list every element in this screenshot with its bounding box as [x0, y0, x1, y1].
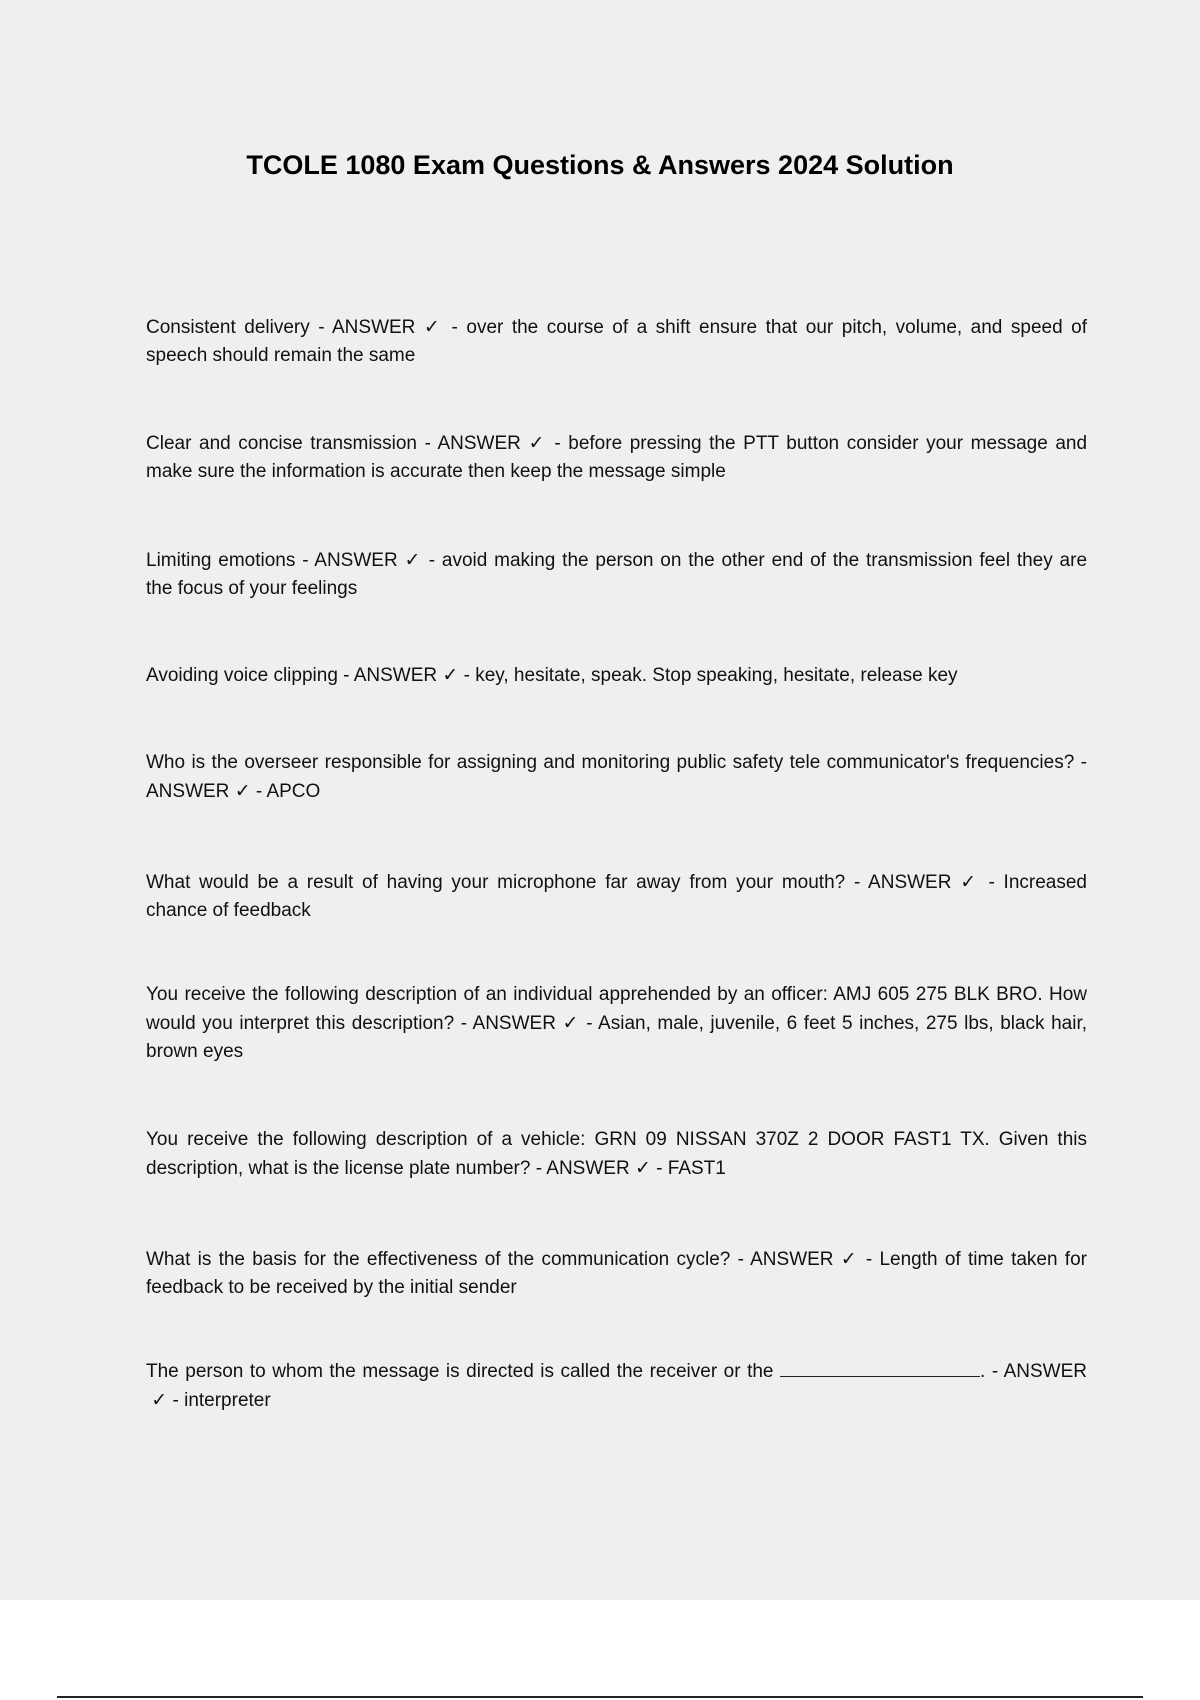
answer-text: FAST1: [667, 1158, 726, 1179]
answer-marker: - ANSWER: [991, 1361, 1087, 1382]
question-suffix: .: [980, 1361, 986, 1382]
answer-marker: - ANSWER: [424, 433, 521, 454]
qa-item: [146, 1245, 1087, 1302]
question-text: Avoiding voice clipping: [146, 665, 338, 686]
answer-marker: - ANSWER: [737, 1249, 834, 1270]
answer-dash: -: [451, 317, 458, 338]
qa-item: [146, 1358, 1087, 1415]
page-divider: [57, 1696, 1143, 1698]
answer-marker: - ANSWER: [343, 665, 438, 686]
answer-marker: - ANSWER: [302, 550, 398, 571]
qa-item: [146, 429, 1087, 486]
checkmark-icon: ✓: [151, 1389, 168, 1411]
document-title: TCOLE 1080 Exam Questions & Answers 2024 Solution: [246, 150, 954, 180]
answer-text: avoid making the person on the other end of the transmission feel they are the focus of your feelings: [146, 550, 1088, 599]
answer-text: before pressing the PTT button consider your message and make sure the information is accurate then keep the message simple: [146, 433, 1088, 482]
answer-dash: -: [554, 433, 561, 454]
checkmark-icon: ✓: [960, 871, 980, 893]
question-text: Consistent delivery: [146, 317, 310, 338]
checkmark-icon: ✓: [634, 1157, 651, 1179]
answer-dash: -: [586, 1013, 593, 1034]
question-text: You receive the following description of an individual apprehended by an officer: AMJ 605 275 BLK BRO. How would you interpret this description?: [146, 984, 1087, 1034]
answer-text: key, hesitate, speak. Stop speaking, hesitate, release key: [475, 665, 958, 686]
fill-in-blank: [780, 1358, 980, 1377]
qa-item: [146, 981, 1087, 1066]
question-text: What is the basis for the effectiveness of the communication cycle?: [146, 1249, 731, 1270]
question-text: Limiting emotions: [146, 550, 296, 571]
answer-marker: - ANSWER: [535, 1158, 630, 1179]
checkmark-icon: ✓: [528, 432, 547, 454]
answer-marker: - ANSWER: [460, 1013, 556, 1034]
answer-text: Length of time taken for feedback to be received by the initial sender: [146, 1249, 1087, 1298]
answer-dash: -: [865, 1249, 873, 1270]
qa-item: [146, 749, 1087, 806]
answer-text: over the course of a shift ensure that our pitch, volume, and speed of speech should remain the same: [146, 317, 1087, 366]
checkmark-icon: ✓: [840, 1248, 859, 1270]
answer-marker: - ANSWER: [318, 317, 416, 338]
answer-text: Increased chance of feedback: [146, 872, 1087, 921]
checkmark-icon: ✓: [562, 1012, 580, 1034]
answer-text: interpreter: [184, 1390, 271, 1411]
question-text: Clear and concise transmission: [146, 433, 417, 454]
answer-dash: -: [988, 872, 995, 893]
answer-dash: -: [463, 665, 470, 686]
answer-dash: -: [428, 550, 436, 571]
answer-marker: - ANSWER: [146, 752, 1087, 802]
qa-item: [146, 1126, 1087, 1183]
answer-text: APCO: [266, 781, 321, 802]
answer-marker: - ANSWER: [854, 872, 952, 893]
qa-item: [146, 546, 1087, 603]
answer-text: Asian, male, juvenile, 6 feet 5 inches, 275 lbs, black hair, brown eyes: [146, 1013, 1088, 1062]
answer-dash: -: [172, 1390, 179, 1411]
answer-dash: -: [656, 1158, 663, 1179]
question-text: The person to whom the message is directed is called the receiver or the: [146, 1361, 774, 1382]
question-text: What would be a result of having your microphone far away from your mouth?: [146, 872, 846, 893]
qa-item: [146, 661, 1087, 690]
question-text: You receive the following description of a vehicle: GRN 09 NISSAN 370Z 2 DOOR FAST1 TX. Given this description, what is the license plate number?: [146, 1129, 1087, 1179]
qa-item: [146, 313, 1087, 370]
checkmark-icon: ✓: [442, 664, 459, 686]
checkmark-icon: ✓: [234, 780, 251, 802]
checkmark-icon: ✓: [404, 549, 422, 571]
qa-item: [146, 868, 1087, 925]
answer-dash: -: [255, 781, 263, 802]
question-text: Who is the overseer responsible for assigning and monitoring public safety tele communicator's frequencies?: [146, 752, 1075, 773]
checkmark-icon: ✓: [423, 316, 444, 338]
